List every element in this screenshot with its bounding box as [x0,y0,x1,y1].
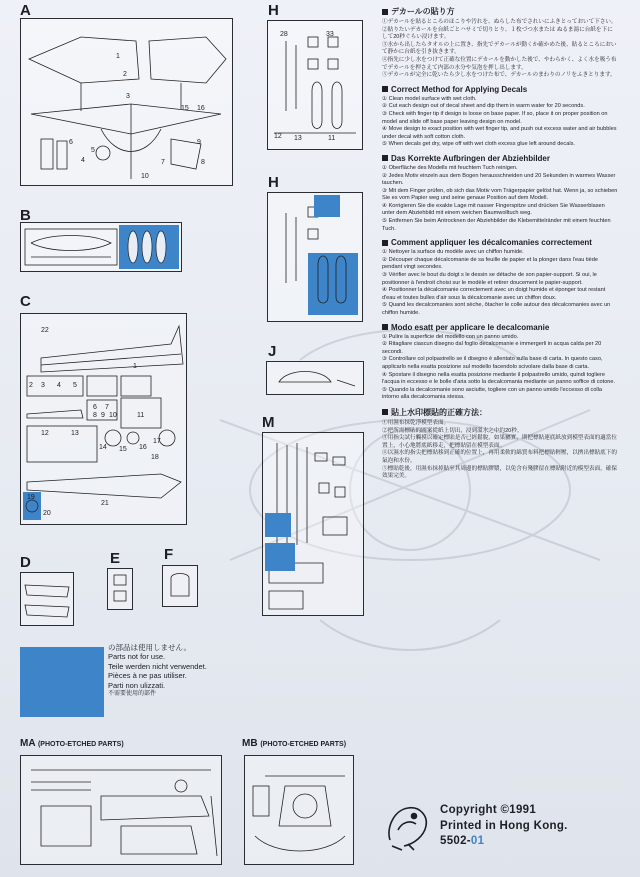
cn-step: ②把所需標貼的圖案從紙上切出，浸到溫水之中約20秒。 [382,427,523,434]
fr-step: ④ Positionner la décalcomanie correctement avec un doigt humide et éponger tout restant d'eau et toutes bulles d'air sous la décalcomanie avec un chiffon doux. [382,287,606,301]
part-number: 12 [41,430,49,437]
printed-line: Printed in Hong Kong. [440,819,568,832]
part-number: 33 [326,31,334,38]
legend-jp: の部品は使用しません。 [108,643,191,652]
part-number: 7 [161,159,165,166]
part-number: 3 [126,93,130,100]
part-number: 9 [101,412,105,419]
ma-label: MA [20,738,36,749]
instructions-japanese [382,6,618,80]
fr-step: ⑤ Quand les decalcomanies sont sèche, ôtacher le colle autour des décalcomanies avec un chiffon humide. [382,302,611,316]
instructions-english [382,85,618,149]
h-parts-unused-drawing [268,193,362,321]
de-step: ① Oberfläche des Modells mit feuchtem Tuch reinigen. [382,164,518,171]
ma-etched-parts-drawing [21,756,221,864]
part-number: 9 [197,139,201,146]
section-label-b: B [20,207,31,224]
jp-step: ④指先に少し水をつけて正確な位置にデカールを動かした後で、やわらかく、よく水を吸う布でデカールを押さえて内部の水分や気泡を押し出します。 [382,56,617,71]
mb-sub: (PHOTO-ETCHED PARTS) [260,741,347,748]
jp-step: ②貼りたいデカールを台紙ごとハサミで切りとり、１枚づつ水または ぬるま湯に台紙を下にして20秒ぐらい浸けます。 [382,26,613,41]
en-step: ① Clean model surface with wet cloth. [382,95,477,102]
photo-etched-mb-label [242,738,346,749]
legend-de: Teile werden nicht verwendet. [108,661,207,671]
en-step: ⑤ When decals get dry, wipe off with wet cloth excess glue left around decals. [382,141,575,148]
unused-part-highlight [265,513,291,537]
fr-title: Comment appliquer les décalcomanies correctement [391,238,592,248]
photo-etched-ma-label [20,738,124,749]
it-step: ⑤ Quando la decalcomanie sono asciutte, togliere con un panno umido l'eccesso di colla intorno alla decalcomania stessa. [382,386,603,401]
cn-step: ①用濕布抹乾淨模型表面。 [382,419,450,426]
part-number: 8 [93,412,97,419]
de-step: ④ Korrigieren Sie die exakte Lage mit nasser Fingerspitze und drücken Sie Wasserblasen unter dem Abziehbild mit einem weichen Baumwolltuch weg. [382,202,605,217]
it-step: ② Ritagliare ciascun disegno dal foglio decalcomanie e immergerli in acqua calda per 20 secondi. [382,341,602,355]
it-step: ③ Controllare col polpastrello se il disegno è allentato sulla base di carta. In questo caso, applicarlo nella esatta posizione sul modello facendolo scivolare dalla base di carta. [382,356,603,370]
section-label-m: M [262,414,275,431]
part-number: 15 [181,105,189,112]
en-step: ③ Check with finger tip if design is loose on base paper. If so, place it on proper position on model and slide off base paper leaving design on model. [382,110,608,125]
dragon-logo [384,800,432,852]
mb-etched-parts-drawing [245,756,353,864]
part-number: 16 [197,105,205,112]
part-number: 11 [328,135,336,142]
copyright-line: Copyright ©1991 [440,804,537,816]
part-number: 19 [27,494,35,501]
part-number: 16 [139,444,147,451]
m-parts-drawing [263,433,363,615]
de-step: ③ Mit dem Finger prüfen, ob sich das Motiv vom Trägerpapier gelöst hat. Wenn ja, so schieben Sie es vom Papier weg und seine genaue Position auf dem Modell. [382,187,618,202]
gear-door-drawing [21,573,73,625]
diagram-c [20,313,187,525]
part-number: 7 [105,404,109,411]
fuselage-assembly-drawing [21,314,186,524]
en-step: ② Cut each design out of decal sheet and dip them in warm water for 20 seconds. [382,103,585,110]
unused-parts-color-swatch [20,647,104,717]
part-number: 17 [153,438,161,445]
mb-label: MB [242,738,258,749]
cn-step: ⑤標貼乾後，用濕布抹掉貼至其周邊的標貼膠漿，以免含有殘膠留在標貼附近的模型表面，確保效果完美。 [382,465,617,480]
legend-cn: 不需要使用的部件 [108,691,157,698]
unused-parts-legend [108,643,207,699]
instructions-italian [382,323,618,402]
part-number: 20 [43,510,51,517]
jp-title: デカールの貼り方 [391,7,455,16]
diagram-h-top [267,20,363,150]
part-number: 4 [81,157,85,164]
part-number: 21 [101,500,109,507]
product-code-main: 5502- [440,835,471,847]
legend-en: Parts not for use. [108,652,166,662]
diagram-ma [20,755,222,865]
part-number: 1 [133,363,137,370]
en-title: Correct Method for Applying Decals [391,84,528,94]
diagram-b [20,222,182,272]
diagram-e [107,568,133,610]
product-code [440,834,568,850]
de-title: Das Korrekte Aufbringen der Abziehbilder [391,153,550,163]
de-step: ⑤ Entfernen Sie beim Antrocknen der Abziehbilder die Klebemittelränder mit einem feuchten Tuch. [382,218,611,232]
section-label-d: D [20,554,31,571]
legend-fr: Pièces à ne pas utiliser. [108,671,187,681]
diagram-f [162,565,198,607]
fr-step: ③ Vérifier avec le bout du doigt s le dessin se détache de son papier-support. Si oui, le positionner à l'endroit choisi sur le modèle et retirer doucement le papier-support. [382,272,597,286]
jp-step: ①デカールを貼るところのほこりや汚れを、ぬらした布でされいにふきとっておいて下さい。 [382,19,617,25]
part-number: 22 [41,327,49,334]
fr-step: ① Nettoyer la surface du modèle avec un chiffon humide. [382,249,524,256]
part-number: 3 [41,382,45,389]
diagram-h-bottom [267,192,363,322]
jp-step: ⑤デカールが完全に乾いたら少し水をつけた布で、デカールのまわりのノリをふきとります。 [382,72,616,79]
part-number: 10 [109,412,117,419]
part-number: 11 [137,412,145,419]
it-step: ④ Spostare il disegno nella esatta posizione mediante il polpastrello umido, quindi togliere l'acqua in eccesso e le bolle d'aria sotto la decalcomania mediante un panno soffice di cotone. [382,371,616,386]
part-number: 10 [141,173,149,180]
unused-part-highlight [265,543,295,571]
part-number: 13 [71,430,79,437]
fr-step: ② Découper chaque décalcomanie de sa feuille de papier et la plonger dans l'eau tiède pendant vingt secondes. [382,256,598,271]
part-number: 6 [93,404,97,411]
diagram-d [20,572,74,626]
copyright-block [440,803,568,850]
part-number: 6 [69,139,73,146]
cn-step: ③用指尖試行觸摸以確定標貼是否已經鬆脫，如果屬實，則把標貼連底紙放到模型表面的適當位置上，小心地將底紙移走，把標貼留在模型表面。 [382,435,617,449]
it-step: ① Pulire la superficie del modello con un panno umido. [382,333,519,340]
it-title: Modo esatt per applicare le decalcomanie [391,322,550,332]
section-label-c: C [20,293,31,310]
part-number: 5 [73,382,77,389]
part-number: 13 [294,135,302,142]
legend-it: Parti non ulizzati. [108,680,166,690]
part-number: 8 [201,159,205,166]
cn-title: 貼上水印標貼的正確方法： [391,407,487,417]
section-label-j: J [268,343,277,360]
instructions-german [382,154,618,233]
diagram-m [262,432,364,616]
part-number: 14 [99,444,107,451]
part-number: 15 [119,446,127,453]
part-number: 2 [29,382,33,389]
part-f-drawing [163,566,197,606]
section-label-h: H [268,2,279,19]
canopy-j-drawing [267,362,363,394]
canopy-parts-drawing [21,223,181,271]
unused-part-highlight [314,195,340,217]
unused-part-highlight [308,253,358,315]
ma-sub: (PHOTO-ETCHED PARTS) [37,741,124,748]
section-label-h-2: H [268,174,279,191]
part-number: 2 [123,71,127,78]
decal-instructions [382,6,618,486]
jp-step: ③水から出したらタオルの上に置き、指先でデカールが動くか確かめた後、貼るところにおいて静かに台紙を引き抜きます。 [382,41,617,56]
part-number: 1 [116,53,120,60]
part-number: 12 [274,133,282,140]
diagram-a [20,18,233,186]
instructions-chinese [382,407,618,481]
instructions-french [382,238,618,317]
diagram-j [266,361,364,395]
en-step: ④ Move design to exact position with wet finger tip, and push out excess water and air bubbles under decal with soft cotton cloth. [382,126,617,140]
part-e-drawing [108,569,132,609]
part-number: 5 [91,147,95,154]
h-parts-drawing [268,21,362,149]
part-number: 18 [151,454,159,461]
product-code-suffix: 01 [470,835,485,847]
cn-step: ④以濕水的指尖把標貼移到正確的位置上，再用柔軟的綿質布料把標貼輕壓，以擠出標貼底下的氣泡和水份。 [382,450,617,464]
part-number: 28 [280,31,288,38]
diagram-mb [244,755,354,865]
section-label-a: A [20,2,31,19]
section-label-e: E [110,550,121,567]
part-number: 4 [57,382,61,389]
de-step: ② Jedes Motiv einzeln aus dem Bogen herausschneiden und 20 Sekunden in warmes Wasser tauchen. [382,172,616,187]
section-label-f: F [164,546,174,563]
